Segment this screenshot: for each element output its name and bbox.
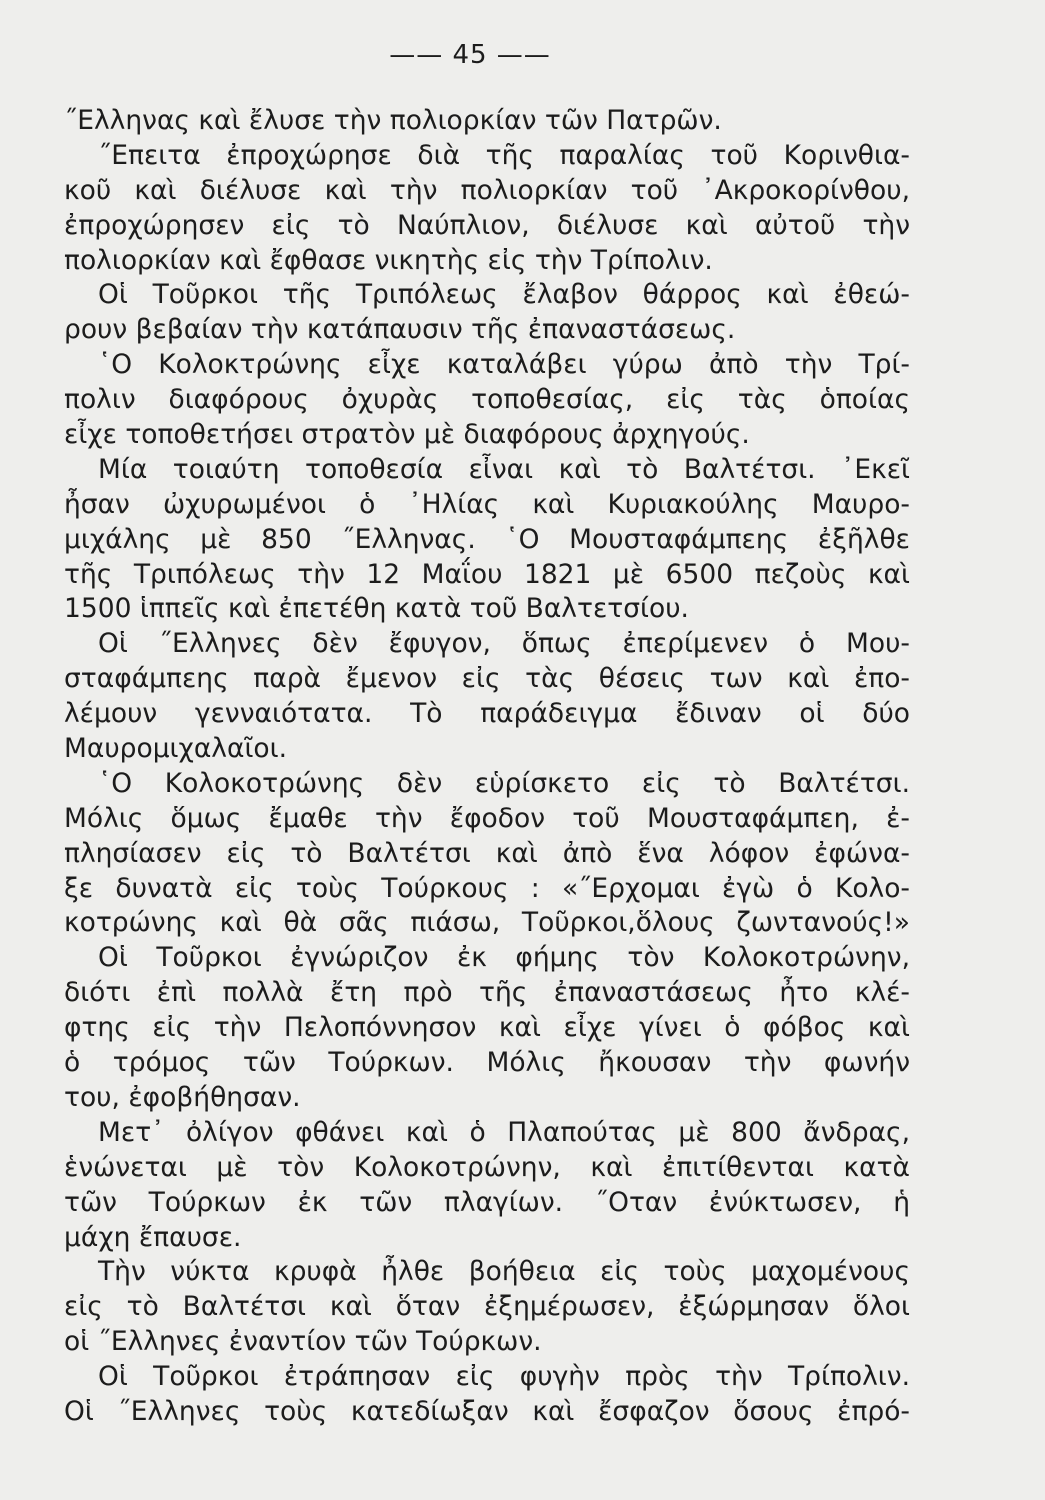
- text-line: μάχη ἔπαυσε.: [64, 1221, 242, 1253]
- text-line: εἰς τὸ Βαλτέτσι καὶ ὅταν ἐξημέρωσεν, ἐξώρμησαν ὅλοι: [64, 1291, 910, 1323]
- text-line: Οἱ Τοῦρκοι ἐγνώριζον ἐκ φήμης τὸν Κολοκοτρώνην,: [98, 942, 910, 974]
- text-line: ῾Ο Κολοκτρώνης εἶχε καταλάβει γύρω ἀπὸ τὴν Τρί-: [98, 349, 910, 381]
- text-line: ˝Επειτα ἐπροχώρησε διὰ τῆς παραλίας τοῦ Κορινθια-: [98, 139, 910, 171]
- text-line: λέμουν γενναιότατα. Τὸ παράδειγμα ἔδιναν οἱ δύο: [64, 698, 910, 730]
- text-line: ἐπροχώρησεν εἰς τὸ Ναύπλιον, διέλυσε καὶ αὐτοῦ τὴν: [64, 209, 910, 241]
- body-text: [64, 104, 910, 1430]
- text-line: Μετ᾿ ὀλίγον φθάνει καὶ ὁ Πλαπούτας μὲ 800 ἄνδρας,: [98, 1116, 910, 1148]
- text-line: τῶν Τούρκων ἐκ τῶν πλαγίων. ˝Οταν ἐνύκτωσεν, ἡ: [64, 1186, 910, 1218]
- text-line: κοῦ καὶ διέλυσε καὶ τὴν πολιορκίαν τοῦ ᾿Ακροκορίνθου,: [64, 174, 910, 206]
- text-line: κοτρώνης καὶ θὰ σᾶς πιάσω, Τοῦρκοι,ὅλους ζωντανούς!»: [64, 907, 910, 939]
- text-line: ὁ τρόμος τῶν Τούρκων. Μόλις ἤκουσαν τὴν φωνήν: [64, 1047, 910, 1079]
- text-line: ἦσαν ὠχυρωμένοι ὁ ᾿Ηλίας καὶ Κυριακούλης Μαυρο-: [64, 488, 910, 520]
- text-line: διότι ἐπὶ πολλὰ ἔτη πρὸ τῆς ἐπαναστάσεως ἦτο κλέ-: [64, 977, 910, 1009]
- page-number: —— 45 ——: [389, 40, 551, 70]
- text-line: φτης εἰς τὴν Πελοπόννησον καὶ εἶχε γίνει ὁ φόβος καὶ: [64, 1012, 910, 1044]
- text-line: εἶχε τοποθετήσει στρατὸν μὲ διαφόρους ἀρχηγούς.: [64, 419, 750, 451]
- text-line: Οἱ ˝Ελληνες τοὺς κατεδίωξαν καὶ ἔσφαζον ὅσους ἐπρό-: [64, 1395, 910, 1427]
- text-line: σταφάμπεης παρὰ ἔμενον εἰς τὰς θέσεις των καὶ ἐπο-: [64, 663, 910, 695]
- text-line: Τὴν νύκτα κρυφὰ ἦλθε βοήθεια εἰς τοὺς μαχομένους: [98, 1256, 910, 1288]
- text-line: ῾Ο Κολοκοτρώνης δὲν εὑρίσκετο εἰς τὸ Βαλτέτσι.: [98, 767, 910, 799]
- text-line: οἱ ˝Ελληνες ἐναντίον τῶν Τούρκων.: [64, 1326, 542, 1358]
- text-line: πολιορκίαν καὶ ἔφθασε νικητὴς εἰς τὴν Τρίπολιν.: [64, 244, 713, 276]
- text-line: πολιν διαφόρους ὀχυρὰς τοποθεσίας, εἰς τὰς ὁποίας: [64, 384, 910, 416]
- text-line: Οἱ Τοῦρκοι τῆς Τριπόλεως ἔλαβον θάρρος καὶ ἐθεώ-: [98, 279, 910, 311]
- text-line: πλησίασεν εἰς τὸ Βαλτέτσι καὶ ἀπὸ ἕνα λόφον ἐφώνα-: [64, 837, 910, 869]
- text-line: τῆς Τριπόλεως τὴν 12 Μαΐου 1821 μὲ 6500 πεζοὺς καὶ: [64, 558, 910, 590]
- text-line: ˝Ελληνας καὶ ἔλυσε τὴν πολιορκίαν τῶν Πατρῶν.: [64, 105, 722, 136]
- text-line: Μόλις ὅμως ἔμαθε τὴν ἔφοδον τοῦ Μουσταφάμπεη, ἐ-: [64, 802, 910, 834]
- text-line: μιχάλης μὲ 850 ˝Ελληνας. ῾Ο Μουσταφάμπεης ἐξῆλθε: [64, 523, 910, 555]
- text-line: Μαυρομιχαλαῖοι.: [64, 733, 288, 765]
- text-line: ρουν βεβαίαν τὴν κατάπαυσιν τῆς ἐπαναστάσεως.: [64, 314, 736, 346]
- text-line: ἑνώνεται μὲ τὸν Κολοκοτρώνην, καὶ ἐπιτίθενται κατὰ: [64, 1151, 910, 1183]
- text-line: Μία τοιαύτη τοποθεσία εἶναι καὶ τὸ Βαλτέτσι. ᾿Εκεῖ: [98, 453, 910, 485]
- text-line: 1500 ἱππεῖς καὶ ἐπετέθη κατὰ τοῦ Βαλτετσίου.: [64, 593, 689, 625]
- text-line: ξε δυνατὰ εἰς τοὺς Τούρκους : «˝Ερχομαι ἐγὼ ὁ Κολο-: [64, 872, 910, 904]
- text-line: του, ἐφοβήθησαν.: [64, 1081, 301, 1113]
- text-line: Οἱ Τοῦρκοι ἐτράπησαν εἰς φυγὴν πρὸς τὴν Τρίπολιν.: [98, 1361, 910, 1393]
- text-line: Οἱ ˝Ελληνες δὲν ἔφυγον, ὅπως ἐπερίμενεν ὁ Μου-: [98, 628, 910, 660]
